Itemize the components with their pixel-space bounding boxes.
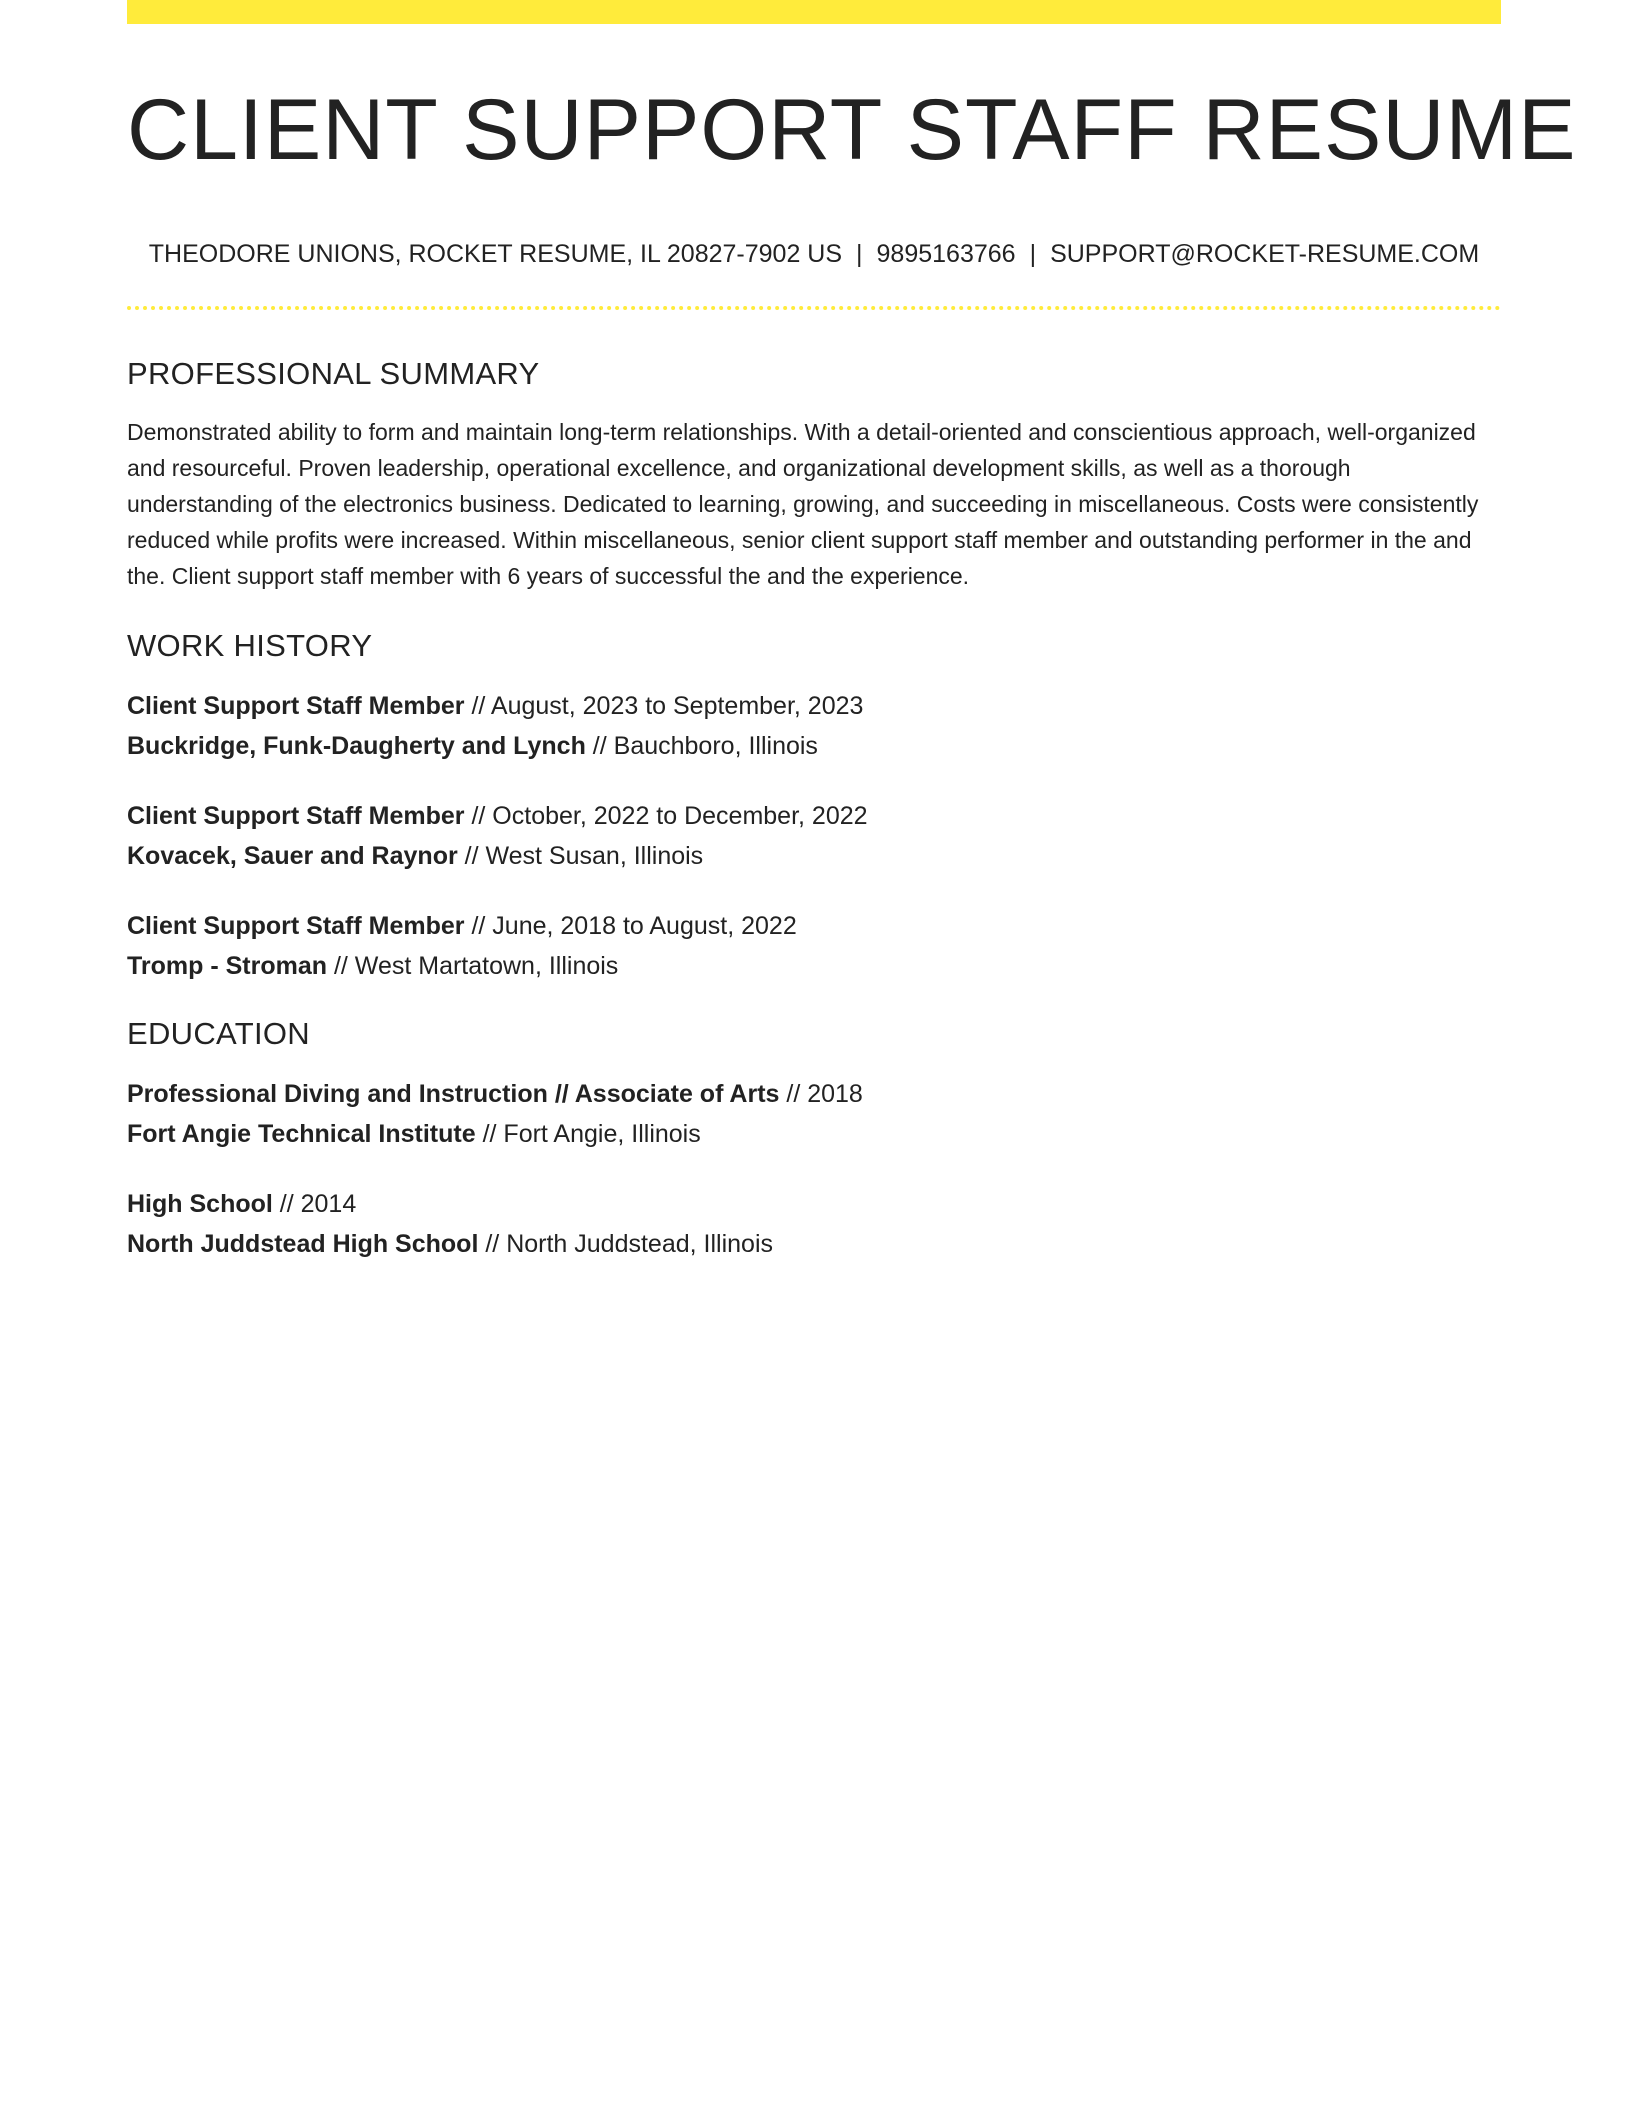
job-title: Client Support Staff Member — [127, 802, 465, 830]
degree-year: // 2018 — [779, 1080, 863, 1108]
job-company: Kovacek, Sauer and Raynor — [127, 842, 458, 870]
school: North Juddstead High School — [127, 1230, 479, 1258]
contact-line — [127, 236, 1501, 272]
school-location: // North Juddstead, Illinois — [478, 1230, 773, 1258]
job-entry — [127, 906, 1501, 986]
resume-title: CLIENT SUPPORT STAFF RESUME — [127, 82, 1577, 178]
job-entry — [127, 796, 1501, 876]
summary-heading: PROFESSIONAL SUMMARY — [127, 356, 540, 391]
education-entry — [127, 1074, 1501, 1154]
header-divider — [127, 306, 1501, 310]
job-company: Tromp - Stroman — [127, 952, 328, 980]
contact-email: SUPPORT@ROCKET-RESUME.COM — [1050, 240, 1480, 268]
job-location: // West Martatown, Illinois — [327, 952, 619, 980]
job-dates: // June, 2018 to August, 2022 — [464, 912, 797, 940]
job-company: Buckridge, Funk-Daugherty and Lynch — [127, 732, 586, 760]
degree-year: // 2014 — [272, 1190, 357, 1218]
job-title: Client Support Staff Member — [127, 692, 465, 720]
job-location: // Bauchboro, Illinois — [585, 732, 818, 760]
degree: Professional Diving and Instruction // Associate of Arts — [127, 1080, 780, 1108]
job-company-line — [127, 836, 1501, 876]
degree-line — [127, 1184, 1501, 1224]
job-dates: // August, 2023 to September, 2023 — [464, 692, 864, 720]
school-line — [127, 1114, 1501, 1154]
contact-separator: | — [1029, 240, 1037, 268]
degree: High School — [127, 1190, 273, 1218]
job-location: // West Susan, Illinois — [457, 842, 704, 870]
summary-text: Demonstrated ability to form and maintain long-term relationships. With a detail-oriented and conscientious approach, well-organized and resourceful. Proven leadership, operational excellence, and organizational development skills, as well as a thorough understanding of the electronics business. Dedicated to learning, growing, and succeeding in miscellaneous. Costs were consistently reduced while profits were increased. Within miscellaneous, senior client support staff member and outstanding performer in the and the. Client support staff member with 6 years of successful the and the experience. — [127, 419, 1479, 589]
contact-address: THEODORE UNIONS, ROCKET RESUME, IL 20827-7902 US — [148, 240, 843, 268]
job-company-line — [127, 946, 1501, 986]
school: Fort Angie Technical Institute — [127, 1120, 476, 1148]
education-entry — [127, 1184, 1501, 1264]
job-title-line — [127, 686, 1501, 726]
job-title: Client Support Staff Member — [127, 912, 465, 940]
job-dates: // October, 2022 to December, 2022 — [464, 802, 868, 830]
resume-content — [127, 352, 1501, 1294]
job-company-line — [127, 726, 1501, 766]
job-entry — [127, 686, 1501, 766]
contact-phone: 9895163766 — [876, 240, 1016, 268]
work-history-heading: WORK HISTORY — [127, 628, 373, 663]
school-line — [127, 1224, 1501, 1264]
education-heading: EDUCATION — [127, 1016, 310, 1051]
degree-line — [127, 1074, 1501, 1114]
job-title-line — [127, 906, 1501, 946]
job-title-line — [127, 796, 1501, 836]
top-accent-bar — [127, 0, 1501, 24]
school-location: // Fort Angie, Illinois — [475, 1120, 701, 1148]
contact-separator: | — [856, 240, 863, 268]
